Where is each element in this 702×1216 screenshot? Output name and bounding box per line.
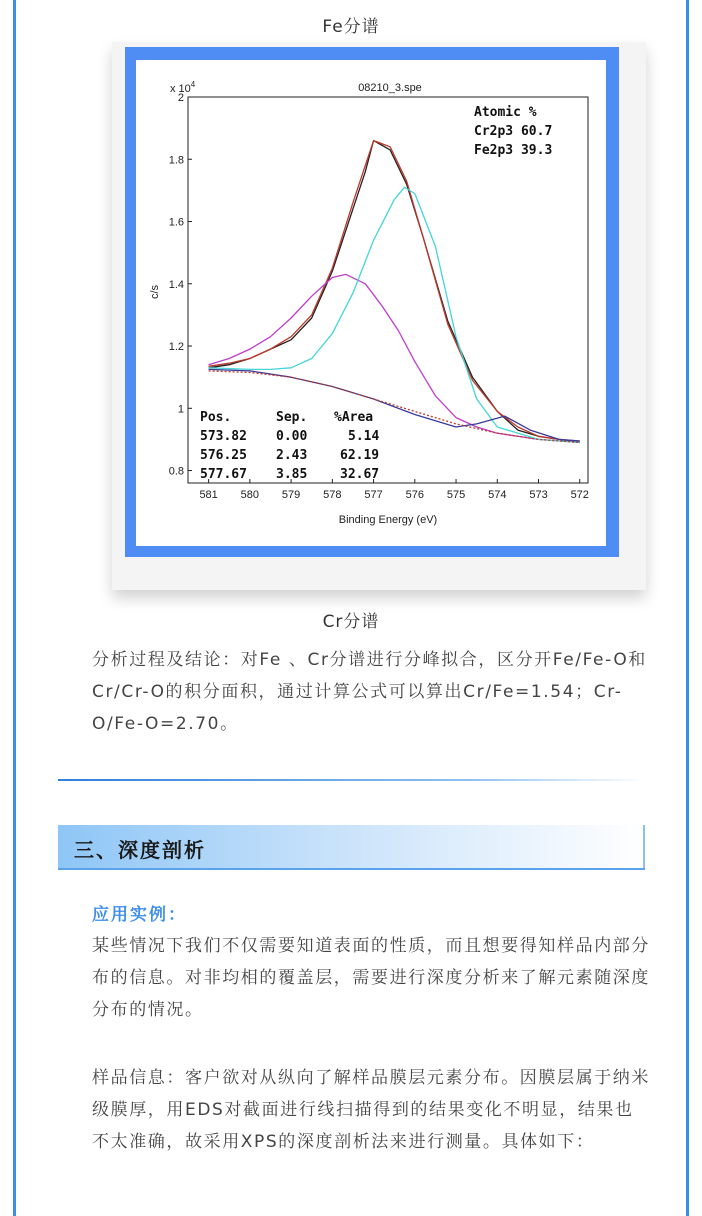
y-tick-label: 1.6 xyxy=(168,216,184,229)
curves-group xyxy=(209,141,580,443)
xps-chart xyxy=(136,60,606,546)
peak-cell: 0.00 xyxy=(276,429,308,444)
x-tick-label: 576 xyxy=(405,489,424,501)
peak-cell: 3.85 xyxy=(276,467,308,482)
x-tick-label: 573 xyxy=(529,489,548,501)
application-paragraph: 某些情况下我们不仅需要知道表面的性质，而且想要得知样品内部分布的信息。对非均相的覆盖层，需要进行深度分析来了解元素随深度分布的情况。 xyxy=(92,936,650,1020)
peak-header-area: %Area xyxy=(334,410,374,425)
series-line-2 xyxy=(209,274,580,442)
peak-cell: 573.82 xyxy=(200,429,247,444)
fe-spectrum-caption: Fe分谱 xyxy=(322,17,380,37)
atomic-row: Cr2p3 60.7 xyxy=(474,124,553,139)
atomic-header: Atomic % xyxy=(474,105,537,120)
peak-cell: 576.25 xyxy=(200,448,247,463)
section-title: 三、深度剖析 xyxy=(74,838,206,862)
peak-header-pos: Pos. xyxy=(200,410,232,425)
x-tick-label: 575 xyxy=(446,489,466,501)
x-axis-label: Binding Energy (eV) xyxy=(338,514,438,526)
x-tick-label: 572 xyxy=(570,489,589,501)
section-header xyxy=(58,825,645,870)
y-tick-label: 2 xyxy=(177,92,184,104)
y-axis-label: c/s xyxy=(149,284,161,300)
sample-info-paragraph: 样品信息：客户欲对从纵向了解样品膜层元素分布。因膜层属于纳米级膜厚，用EDS对截面进行线扫描得到的结果变化不明显，结果也不太准确，故采用XPS的深度剖析法来进行测量。具体如下： xyxy=(92,1068,650,1152)
peak-cell: 62.19 xyxy=(340,448,380,463)
y-multiplier-exponent: 4 xyxy=(190,80,196,89)
y-tick-label: 1.2 xyxy=(168,341,184,354)
peak-cell: 2.43 xyxy=(276,448,308,463)
peak-table xyxy=(200,410,379,482)
application-label: 应用实例： xyxy=(92,905,187,925)
atomic-row: Fe2p3 39.3 xyxy=(474,143,553,158)
series-line-1 xyxy=(209,141,580,441)
series-line-3 xyxy=(209,187,580,442)
atomic-table xyxy=(474,105,552,158)
y-tick-label: 1 xyxy=(177,403,184,416)
peak-header-sep: Sep. xyxy=(276,410,308,425)
x-tick-label: 579 xyxy=(281,489,301,501)
peak-cell: 577.67 xyxy=(200,467,247,482)
chart-title: 08210_3.spe xyxy=(358,82,422,94)
peak-cell: 5.14 xyxy=(348,429,380,444)
analysis-paragraph: 分析过程及结论：对Fe 、Cr分谱进行分峰拟合，区分开Fe/Fe-O和Cr/Cr-O的积分面积，通过计算公式可以算出Cr/Fe=1.54；Cr-O/Fe-O=2.70。 xyxy=(92,650,647,734)
x-tick-label: 580 xyxy=(240,489,260,501)
cr-spectrum-caption: Cr分谱 xyxy=(322,612,380,632)
x-tick-label: 578 xyxy=(323,489,342,501)
series-line-0 xyxy=(209,141,580,443)
y-tick-label: 1.8 xyxy=(168,154,184,167)
section-divider xyxy=(58,779,644,781)
x-tick-label: 574 xyxy=(488,489,507,501)
x-tick-label: 581 xyxy=(199,489,218,501)
x-tick-label: 577 xyxy=(364,489,383,501)
y-multiplier-base: x 10 xyxy=(170,83,191,95)
y-tick-label: 0.8 xyxy=(168,465,184,478)
y-tick-label: 1.4 xyxy=(168,278,184,291)
peak-cell: 32.67 xyxy=(340,467,380,482)
section-header-edge xyxy=(643,825,645,868)
